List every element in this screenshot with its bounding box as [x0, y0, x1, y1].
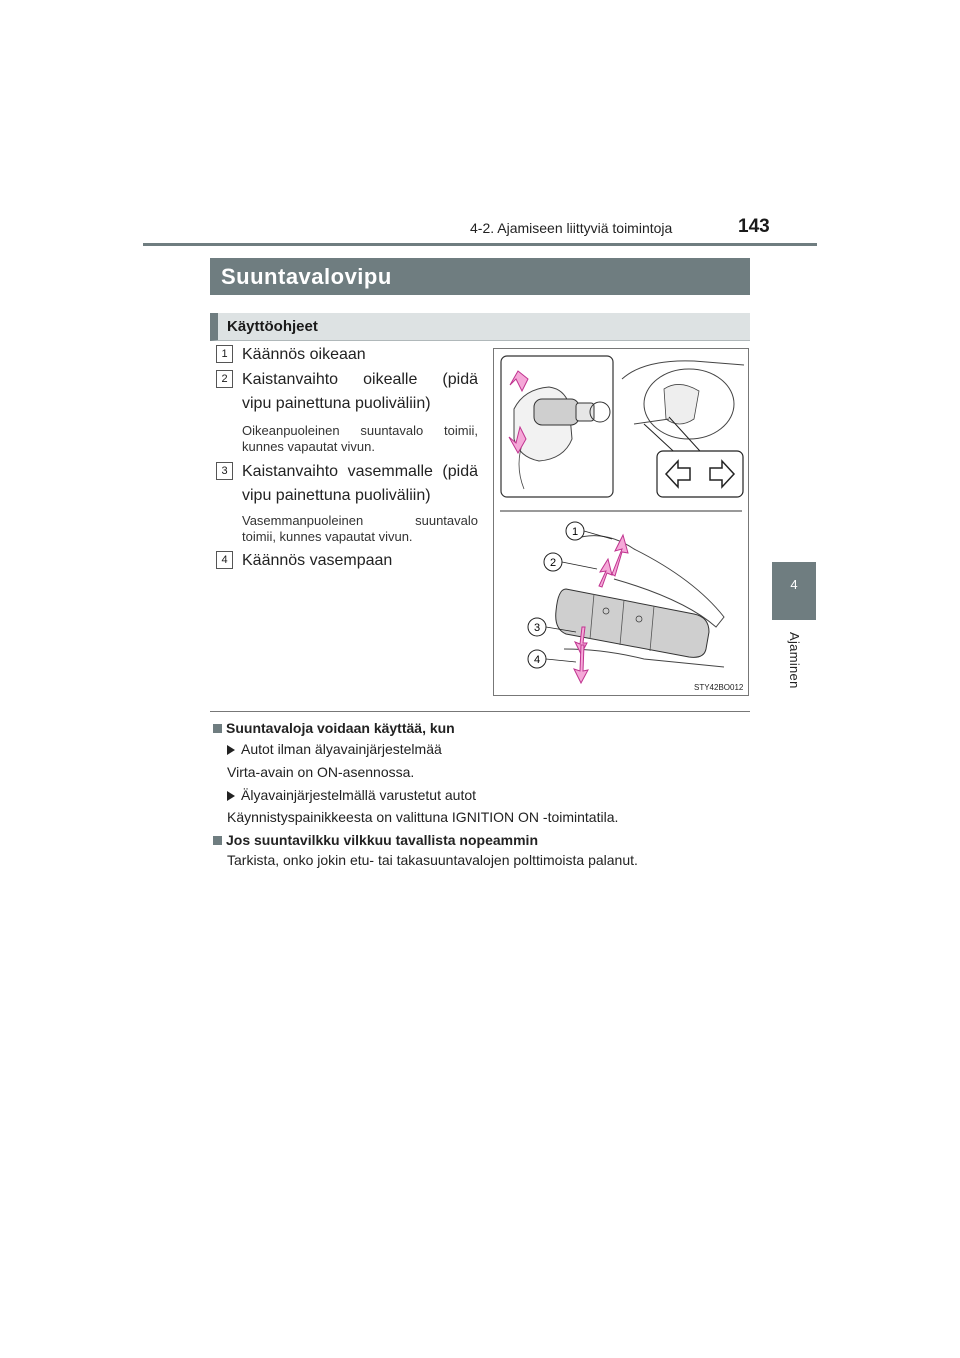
dash-outline — [622, 361, 744, 379]
item-3-line1: Kaistanvaihto vasemmalle (pidä — [242, 463, 478, 480]
condition-1-label-text: Autot ilman älyavainjärjestelmää — [241, 741, 442, 757]
note-1-heading — [213, 719, 455, 737]
arrow-2-icon — [599, 559, 612, 587]
turn-signal-lever-figure — [493, 348, 749, 696]
callout-1-leader — [584, 531, 612, 539]
item-number-3: 3 — [216, 462, 233, 480]
triangle-bullet-icon — [227, 791, 235, 801]
lever-ring — [576, 403, 594, 421]
item-number-1: 1 — [216, 345, 233, 363]
item-1-text: Käännös oikeaan — [242, 346, 366, 363]
callout-2-label: 2 — [549, 557, 557, 569]
condition-2-label-text: Älyavainjärjestelmällä varustetut autot — [241, 787, 477, 803]
gauge-cluster — [664, 384, 699, 424]
item-2-note-line1: Oikeanpuoleinen suuntavalo toimii, — [242, 423, 478, 438]
lever-stalk — [534, 399, 579, 425]
callout-3-label: 3 — [533, 622, 541, 634]
arrow-4-icon — [574, 645, 588, 683]
item-2-line2: vipu painettuna puoliväliin) — [242, 395, 431, 412]
note-1-condition-2-text: Käynnistyspainikkeesta on valittuna IGNITION ON -toimintatila. — [227, 809, 619, 825]
callout-4-leader — [546, 659, 576, 662]
callout-2-leader — [562, 562, 597, 569]
note-1-condition-2-label — [227, 786, 476, 804]
section-subtitle: Käyttöohjeet — [210, 313, 750, 341]
item-2-line1: Kaistanvaihto oikealle (pidä — [242, 371, 478, 388]
note-1-condition-1-text: Virta-avain on ON-asennossa. — [227, 764, 415, 780]
note-2-heading-text: Jos suuntavilkku vilkkuu tavallista nopeammin — [226, 832, 538, 848]
item-number-2: 2 — [216, 370, 233, 388]
callout-4-label: 4 — [533, 654, 541, 666]
item-3-note-line2: toimii, kunnes vapautat vivun. — [242, 529, 413, 544]
note-1-heading-text: Suuntavaloja voidaan käyttää, kun — [226, 720, 455, 736]
header-rule — [143, 243, 817, 246]
triangle-bullet-icon — [227, 745, 235, 755]
square-bullet-icon — [213, 724, 222, 733]
page-number: 143 — [738, 216, 770, 237]
note-2-heading — [213, 831, 538, 849]
item-4-text: Käännös vasempaan — [242, 552, 393, 569]
item-2-note-line2: kunnes vapautat vivun. — [242, 439, 375, 454]
notes-separator — [210, 711, 750, 712]
figure-code: STY42BO012 — [694, 683, 744, 692]
section-header: 4-2. Ajamiseen liittyviä toimintoja — [470, 220, 673, 236]
chapter-label: Ajaminen — [787, 632, 802, 689]
page-title: Suuntavalovipu — [210, 258, 750, 295]
arrow-1-icon — [612, 535, 628, 576]
chapter-tab: 4 — [772, 562, 816, 620]
item-3-line2: vipu painettuna puoliväliin) — [242, 487, 431, 504]
figure-illustration — [494, 349, 748, 695]
callout-1-label: 1 — [571, 526, 579, 538]
note-2-text: Tarkista, onko jokin etu- tai takasuuntavalojen polttimoista palanut. — [227, 852, 638, 868]
square-bullet-icon — [213, 836, 222, 845]
indicator-inset — [657, 451, 743, 497]
item-number-4: 4 — [216, 551, 233, 569]
item-3-note-line1: Vasemmanpuoleinen suuntavalo — [242, 513, 478, 528]
note-1-condition-1-label — [227, 740, 442, 758]
